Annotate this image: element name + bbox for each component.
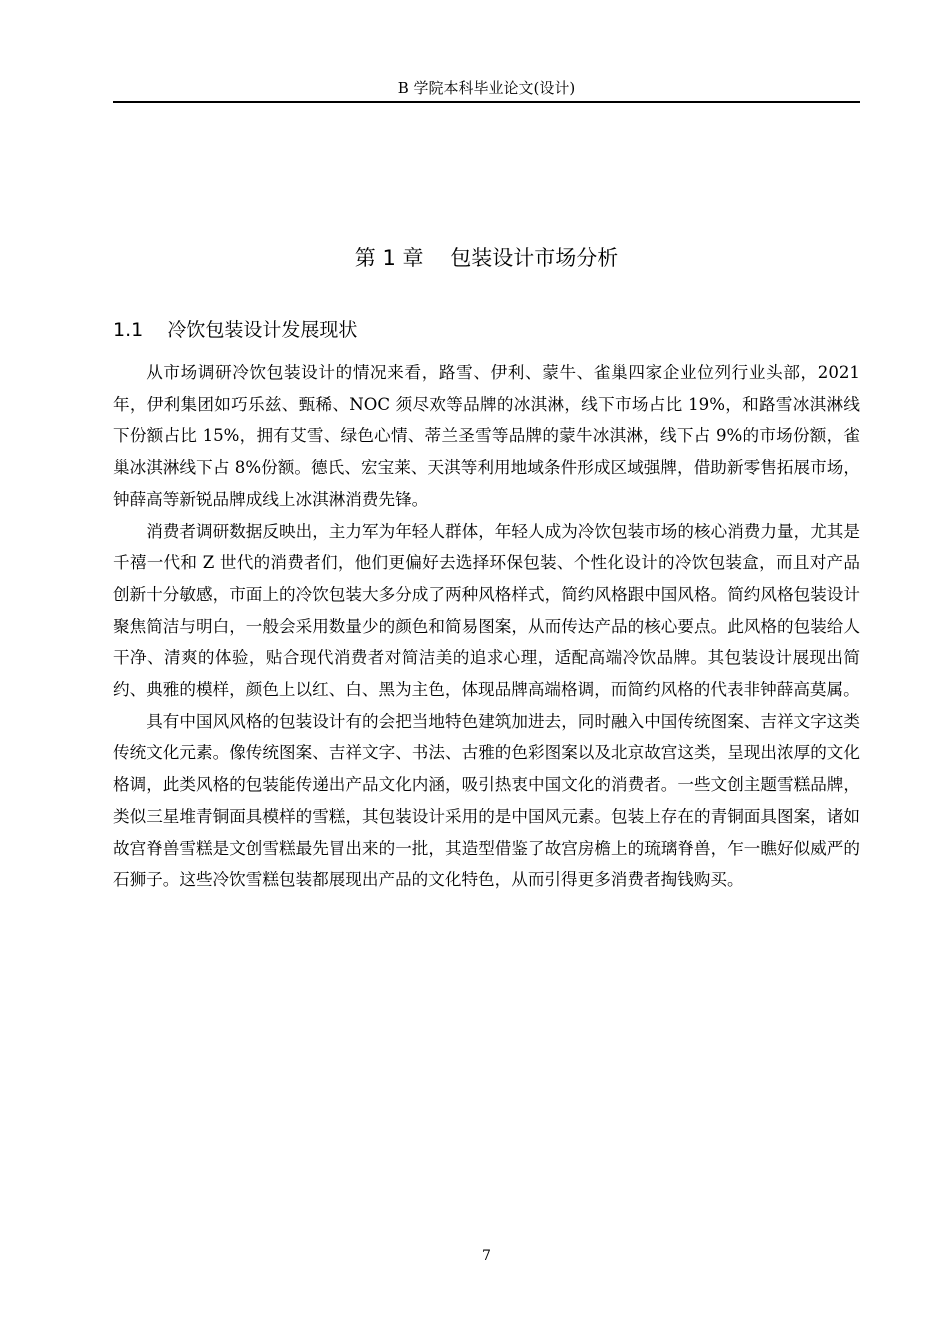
header-divider: [113, 101, 860, 103]
body-text: [113, 357, 860, 896]
chapter-title: 第 1 章 包装设计市场分析: [354, 246, 619, 270]
section-heading: 1.1 冷饮包装设计发展现状: [113, 319, 358, 341]
paragraph: 从市场调研冷饮包装设计的情况来看，路雪、伊利、蒙牛、雀巢四家企业位列行业头部，2021 年，伊利集团如巧乐兹、甄稀、NOC 须尽欢等品牌的冰淇淋，线下市场占比 19%，和路雪冰淇淋线下份额占比 15%，拥有艾雪、绿色心情、蒂兰圣雪等品牌的蒙牛冰淇淋，线下占 9%的市场份额，雀巢冰淇淋线下占 8%份额。德氏、宏宝莱、天淇等利用地域条件形成区域强牌，借助新零售拓展市场，钟薛高等新锐品牌成线上冰淇淋消费先锋。: [113, 363, 860, 509]
paragraph: 具有中国风风格的包装设计有的会把当地特色建筑加进去，同时融入中国传统图案、吉祥文字这类传统文化元素。像传统图案、吉祥文字、书法、古雅的色彩图案以及北京故宫这类，呈现出浓厚的文化格调，此类风格的包装能传递出产品文化内涵，吸引热衷中国文化的消费者。一些文创主题雪糕品牌，类似三星堆青铜面具模样的雪糕，其包装设计采用的是中国风元素。包装上存在的青铜面具图案，诸如故宫脊兽雪糕是文创雪糕最先冒出来的一批，其造型借鉴了故宫房檐上的琉璃脊兽，乍一瞧好似威严的石狮子。这些冷饮雪糕包装都展现出产品的文化特色，从而引得更多消费者掏钱购买。: [113, 711, 860, 890]
page-number: 7: [482, 1248, 491, 1264]
paragraph: 消费者调研数据反映出，主力军为年轻人群体，年轻人成为冷饮包装市场的核心消费力量，尤其是千禧一代和 Z 世代的消费者们，他们更偏好去选择环保包装、个性化设计的冷饮包装盒，而且对产品创新十分敏感，市面上的冷饮包装大多分成了两种风格样式，简约风格跟中国风格。简约风格包装设计聚焦简洁与明白，一般会采用数量少的颜色和简易图案，从而传达产品的核心要点。此风格的包装给人干净、清爽的体验，贴合现代消费者对简洁美的追求心理，适配高端冷饮品牌。其包装设计展现出简约、典雅的模样，颜色上以红、白、黑为主色，体现品牌高端格调，而简约风格的代表非钟薛高莫属。: [113, 521, 860, 700]
running-header: B 学院本科毕业论文(设计): [397, 79, 576, 97]
